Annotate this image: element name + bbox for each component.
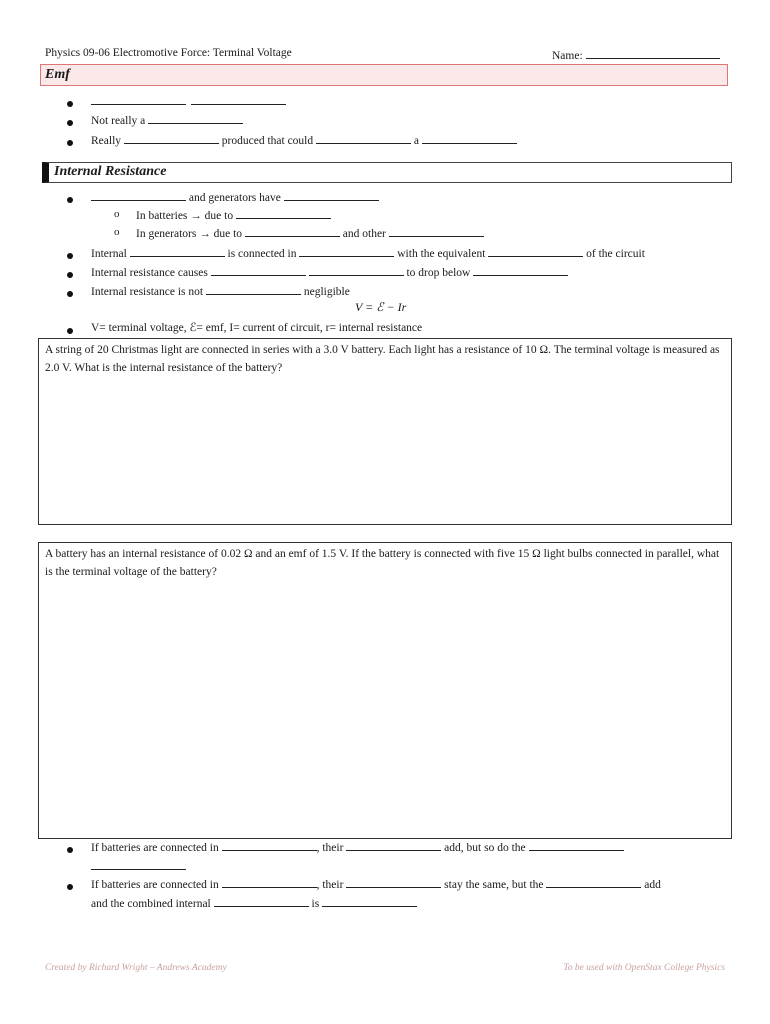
blank-line[interactable] bbox=[130, 245, 225, 257]
bullet-icon bbox=[67, 847, 73, 853]
bullet-icon bbox=[67, 328, 73, 334]
blank-line[interactable] bbox=[91, 858, 186, 870]
ir-sub-2-text-b: and other bbox=[342, 228, 386, 240]
blank-line[interactable] bbox=[473, 264, 568, 276]
blank-line[interactable] bbox=[91, 189, 186, 201]
blank-line[interactable] bbox=[222, 839, 317, 851]
blank-line[interactable] bbox=[546, 876, 641, 888]
parallel-text-a: If batteries are connected in bbox=[91, 879, 219, 891]
blank-line[interactable] bbox=[299, 245, 394, 257]
parallel-text-d: add bbox=[644, 879, 661, 891]
series-text-b: , their bbox=[316, 842, 344, 854]
blank-line[interactable] bbox=[322, 895, 417, 907]
bullet-icon bbox=[67, 140, 73, 146]
parallel-text-b: , their bbox=[316, 879, 344, 891]
parallel-line2-text-b: is bbox=[311, 898, 320, 910]
parallel-batteries-line-2 bbox=[91, 895, 417, 910]
footer-source: To be used with OpenStax College Physics bbox=[563, 963, 725, 973]
blank-line[interactable] bbox=[529, 839, 624, 851]
ir-line-4-text-b: negligible bbox=[303, 286, 350, 298]
ir-line-2-text-d: of the circuit bbox=[586, 248, 645, 260]
bullet-icon bbox=[67, 884, 73, 890]
emf-item-3-text-a: Really bbox=[91, 135, 122, 147]
bullet-icon bbox=[67, 120, 73, 126]
problem-2-box[interactable] bbox=[38, 542, 732, 839]
name-field[interactable] bbox=[552, 47, 720, 62]
ir-sub-2-text-a: In generators → due to bbox=[136, 228, 243, 240]
footer-credit: Created by Richard Wright – Andrews Academy bbox=[45, 963, 227, 973]
problem-1-text: A string of 20 Christmas light are connected in series with a 3.0 V battery. Each light has a resistance of 10 Ω. The terminal voltage is measured as 2.0 V. What is the internal resistance of the battery? bbox=[45, 344, 720, 374]
ir-line-1 bbox=[91, 189, 379, 204]
blank-line[interactable] bbox=[422, 132, 517, 144]
ir-line-2-text-a: Internal bbox=[91, 248, 127, 260]
blank-line[interactable] bbox=[124, 132, 219, 144]
ir-sub-2 bbox=[136, 225, 484, 240]
blank-line[interactable] bbox=[346, 839, 441, 851]
parallel-text-c: stay the same, but the bbox=[444, 879, 544, 891]
emf-item-3-text-c: a bbox=[413, 135, 419, 147]
emf-item-2-text: Not really a bbox=[91, 115, 146, 127]
blank-line[interactable] bbox=[91, 93, 186, 105]
series-batteries-line bbox=[91, 839, 624, 854]
blank-line[interactable] bbox=[488, 245, 583, 257]
emf-heading: Emf bbox=[45, 67, 70, 82]
sub-bullet-icon: o bbox=[114, 226, 120, 238]
series-batteries-line-2 bbox=[91, 858, 186, 873]
ir-line-4-text-a: Internal resistance is not bbox=[91, 286, 204, 298]
ir-line-2 bbox=[91, 245, 645, 260]
blank-line[interactable] bbox=[206, 283, 301, 295]
blank-line[interactable] bbox=[191, 93, 286, 105]
blank-line[interactable] bbox=[245, 225, 340, 237]
emf-section-header bbox=[40, 64, 728, 86]
blank-line[interactable] bbox=[211, 264, 306, 276]
blank-line[interactable] bbox=[389, 225, 484, 237]
blank-line[interactable] bbox=[309, 264, 404, 276]
ir-line-2-text-c: with the equivalent bbox=[397, 248, 486, 260]
variable-definitions: V= terminal voltage, ℰ= emf, I= current of circuit, r= internal resistance bbox=[91, 322, 423, 334]
blank-line[interactable] bbox=[148, 112, 243, 124]
blank-line[interactable] bbox=[236, 207, 331, 219]
blank-line[interactable] bbox=[222, 876, 317, 888]
problem-1-box[interactable] bbox=[38, 338, 732, 525]
terminal-voltage-equation: V = ℰ − Ir bbox=[355, 300, 407, 314]
ir-line-1-text: and generators have bbox=[188, 192, 281, 204]
bullet-icon bbox=[67, 253, 73, 259]
emf-item-3-text-b: produced that could bbox=[221, 135, 314, 147]
bullet-icon bbox=[67, 101, 73, 107]
ir-sub-1 bbox=[136, 207, 331, 222]
blank-line[interactable] bbox=[284, 189, 379, 201]
document-title: Physics 09-06 Electromotive Force: Terminal Voltage bbox=[45, 47, 292, 59]
blank-line[interactable] bbox=[346, 876, 441, 888]
name-label: Name: bbox=[552, 50, 583, 62]
ir-line-3-text-b: to drop below bbox=[406, 267, 471, 279]
ir-line-3 bbox=[91, 264, 568, 279]
blank-line[interactable] bbox=[214, 895, 309, 907]
internal-resistance-section-header bbox=[42, 162, 732, 183]
emf-item-3 bbox=[91, 132, 517, 147]
ir-line-2-text-b: is connected in bbox=[227, 248, 297, 260]
ir-sub-1-text: In batteries → due to bbox=[136, 210, 234, 222]
bullet-icon bbox=[67, 272, 73, 278]
emf-item-2 bbox=[91, 112, 243, 127]
name-blank[interactable] bbox=[586, 47, 720, 59]
bullet-icon bbox=[67, 291, 73, 297]
ir-line-3-text-a: Internal resistance causes bbox=[91, 267, 208, 279]
ir-line-4 bbox=[91, 283, 350, 298]
parallel-batteries-line bbox=[91, 876, 661, 891]
bullet-icon bbox=[67, 197, 73, 203]
parallel-line2-text-a: and the combined internal bbox=[91, 898, 211, 910]
sub-bullet-icon: o bbox=[114, 208, 120, 220]
series-text-c: add, but so do the bbox=[444, 842, 526, 854]
blank-line[interactable] bbox=[316, 132, 411, 144]
series-text-a: If batteries are connected in bbox=[91, 842, 219, 854]
internal-resistance-heading: Internal Resistance bbox=[54, 164, 167, 179]
problem-2-text: A battery has an internal resistance of 0.02 Ω and an emf of 1.5 V. If the battery is connected with five 15 Ω light bulbs connected in parallel, what is the terminal voltage of the battery? bbox=[45, 548, 720, 578]
emf-item-1 bbox=[91, 93, 286, 108]
